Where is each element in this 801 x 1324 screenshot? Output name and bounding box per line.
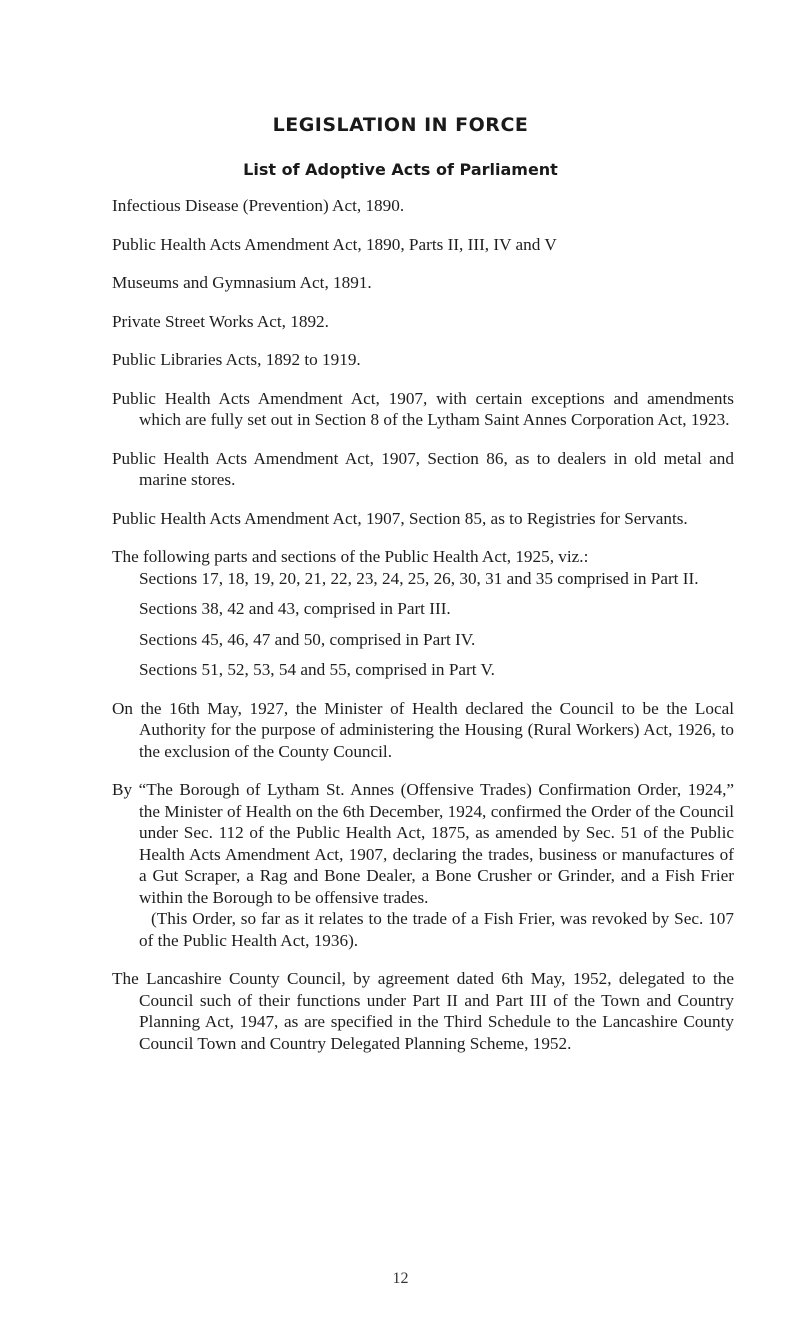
page-title: LEGISLATION IN FORCE xyxy=(272,114,529,136)
acts-list xyxy=(112,195,734,1071)
planning-delegation: The Lancashire County Council, by agreement dated 6th May, 1952, delegated to the Council such of their functions under Part II and Part III of the Town and Country Planning Act, 1947, as are specified in the Third Schedule to the Lancashire County Council Town and Country Delegated Planning Scheme, 1952. xyxy=(112,969,734,1053)
public-health-1925-intro: The following parts and sections of the Public Health Act, 1925, viz.: xyxy=(112,547,589,566)
act-entry: Private Street Works Act, 1892. xyxy=(112,311,329,331)
act-entry: Public Health Acts Amendment Act, 1907, Section 85, as to Registries for Servants. xyxy=(112,508,688,528)
page-number: 12 xyxy=(392,1270,409,1287)
section-entry: Sections 45, 46, 47 and 50, comprised in Part IV. xyxy=(139,629,476,649)
section-entry: Sections 51, 52, 53, 54 and 55, comprised in Part V. xyxy=(139,660,495,679)
act-entry: Infectious Disease (Prevention) Act, 1890. xyxy=(112,196,405,215)
offensive-trades-note: (This Order, so far as it relates to the trade of a Fish Frier, was revoked by Sec. 107 of the Public Health Act, 1936). xyxy=(139,909,734,950)
act-entry: Museums and Gymnasium Act, 1891. xyxy=(112,273,372,292)
act-entry: Public Health Acts Amendment Act, 1907, with certain exceptions and amendments which are fully set out in Section 8 of the Lytham Saint Annes Corporation Act, 1923. xyxy=(112,388,734,429)
act-entry: Public Health Acts Amendment Act, 1907, Section 86, as to dealers in old metal and marine stores. xyxy=(112,448,734,489)
section-entry: Sections 17, 18, 19, 20, 21, 22, 23, 24, 25, 26, 30, 31 and 35 comprised in Part II. xyxy=(139,568,699,588)
section-entry: Sections 38, 42 and 43, comprised in Part III. xyxy=(139,599,451,618)
act-entry: Public Health Acts Amendment Act, 1890, Parts II, III, IV and V xyxy=(112,234,557,254)
page-subtitle: List of Adoptive Acts of Parliament xyxy=(243,160,558,179)
offensive-trades-order: By “The Borough of Lytham St. Annes (Offensive Trades) Confirmation Order, 1924,” the Minister of Health on the 6th December, 1924, confirmed the Order of the Council under Sec. 112 of the Public Health Act, 1875, as amended by Sec. 51 of the Public Health Acts Amendment Act, 1907, declaring the trades, business or manufactures of a Gut Scraper, a Rag and Bone Dealer, a Bone Crusher or Grinder, and a Fish Frier within the Borough to be offensive trades. xyxy=(112,780,734,907)
act-entry: Public Libraries Acts, 1892 to 1919. xyxy=(112,350,361,369)
housing-declaration: On the 16th May, 1927, the Minister of Health declared the Council to be the Local Authority for the purpose of administering the Housing (Rural Workers) Act, 1926, to the exclusion of the County Council. xyxy=(112,698,734,761)
